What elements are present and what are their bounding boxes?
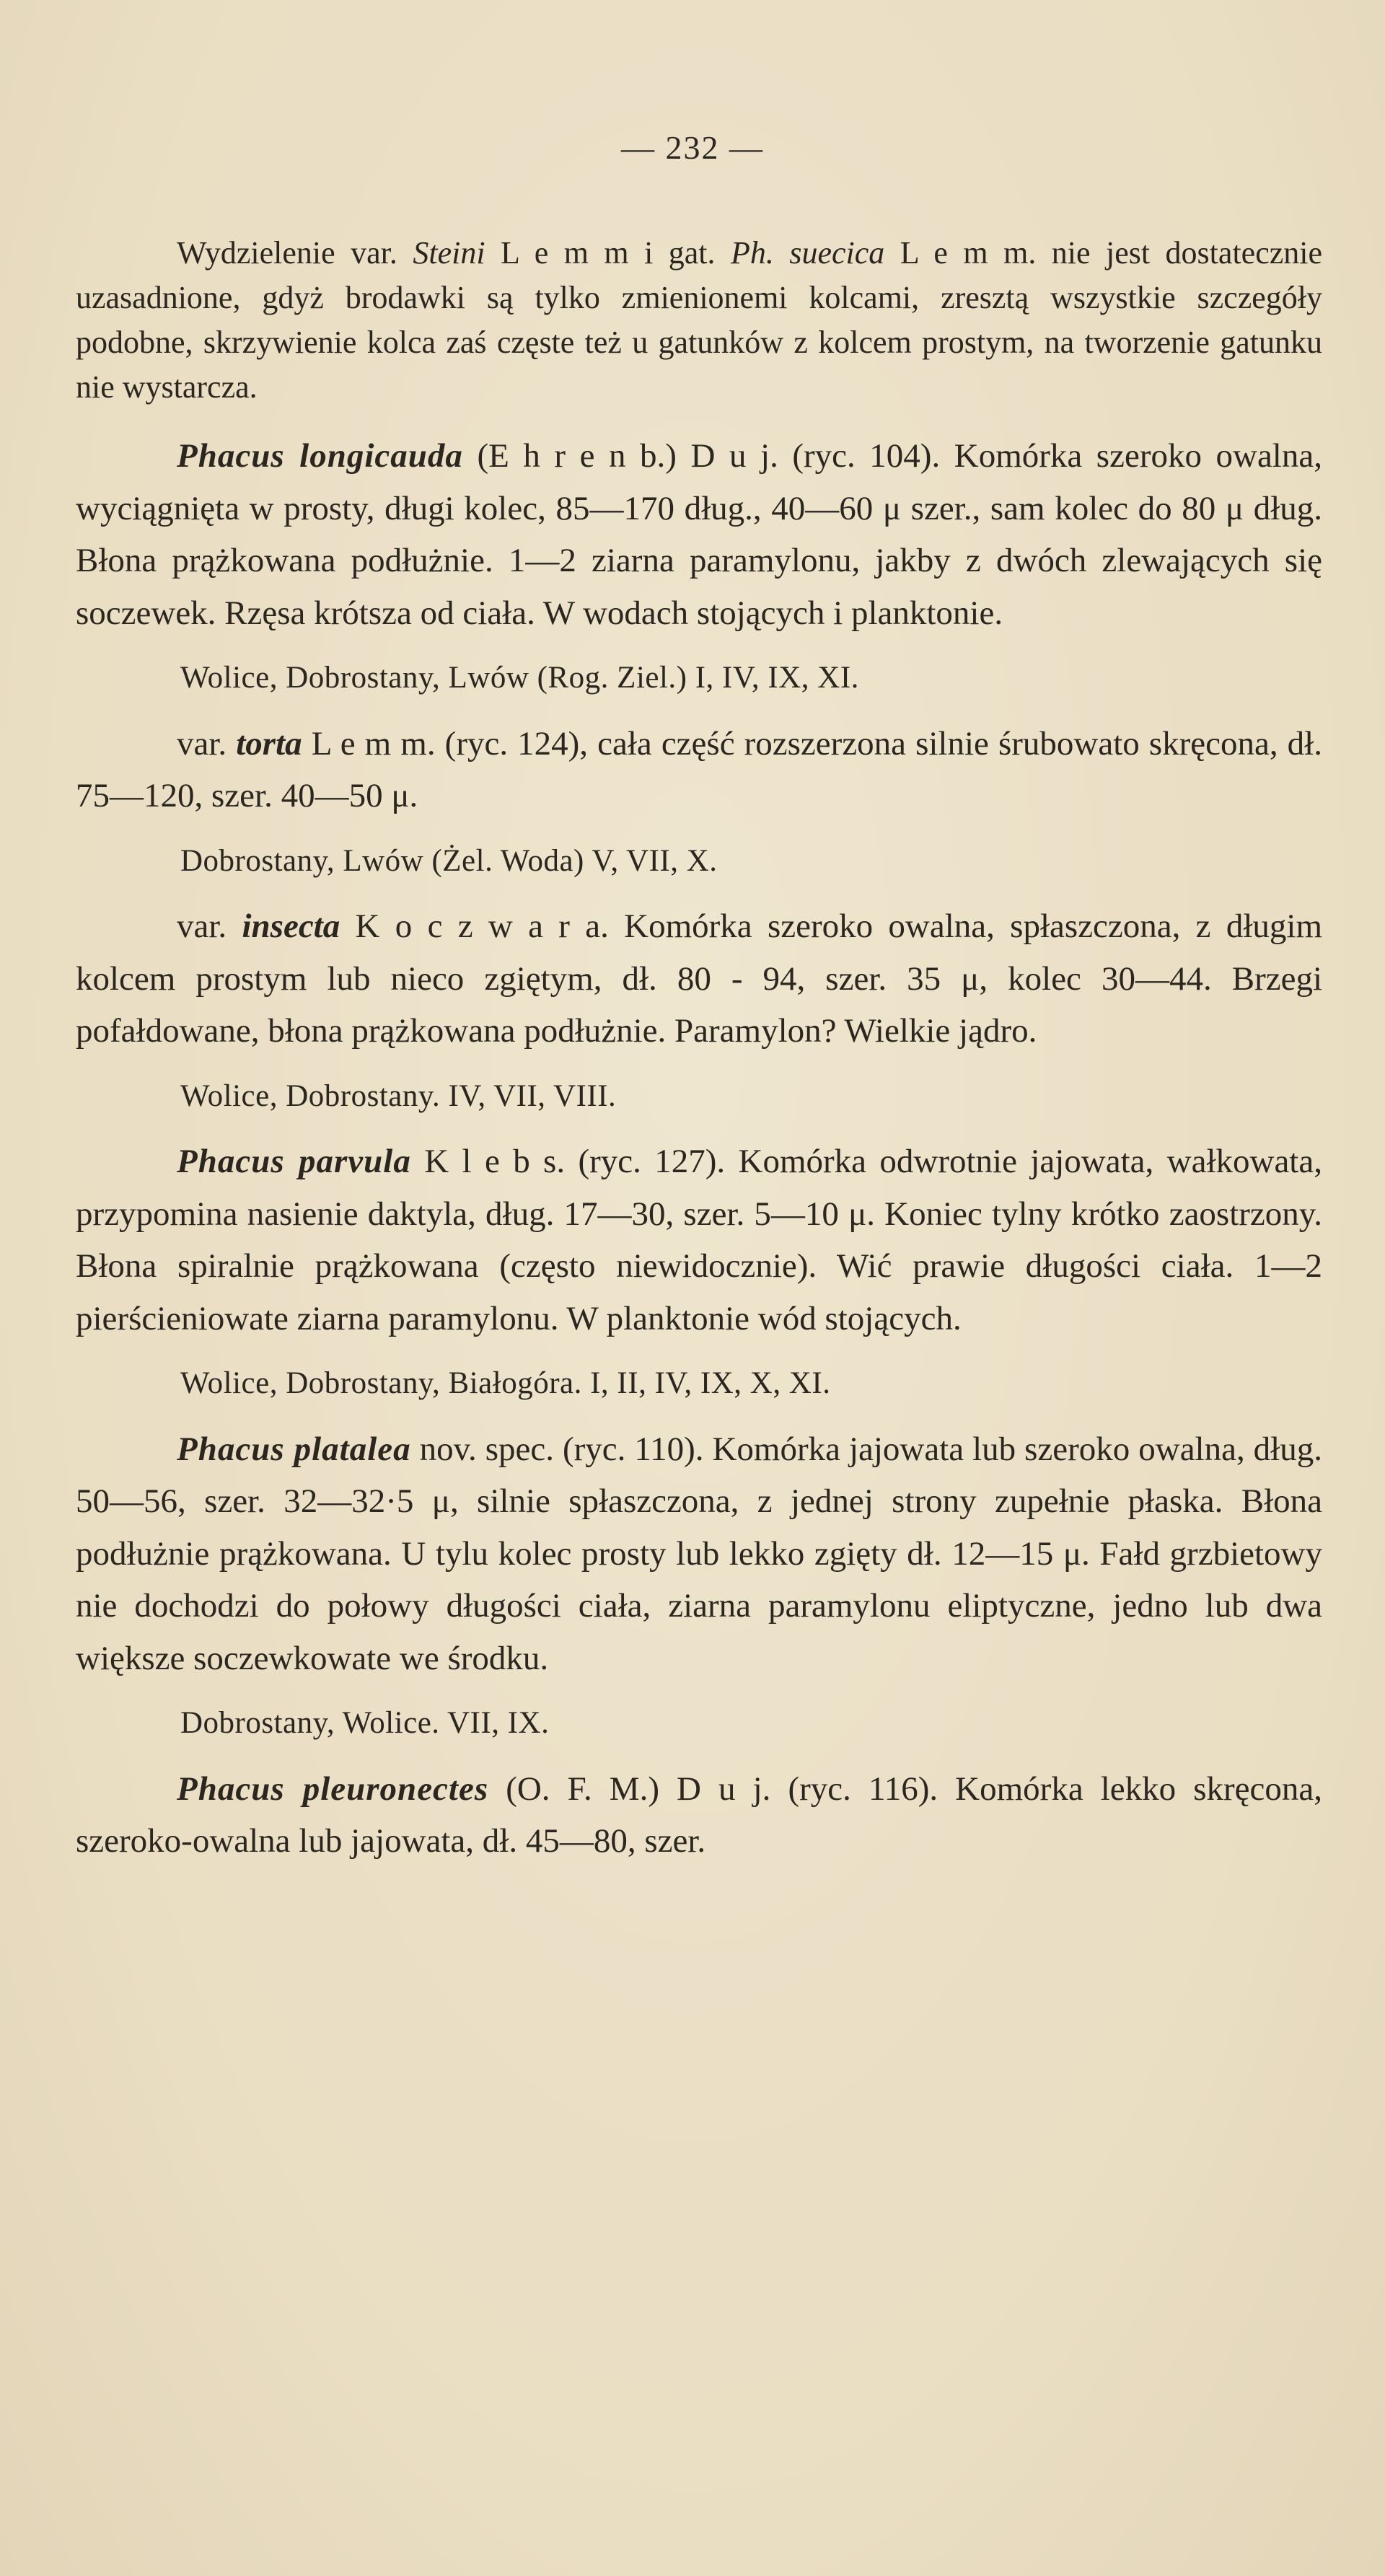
spacer [76,887,1322,900]
spacer [76,822,1322,835]
page-number: — 232 — [621,129,764,166]
parvula-description: K l e b s. (ryc. 127). Komórka odwrotnie jajowata, wałkowata, przypomina nasienie daktyla, dług. 17—30, szer. 5—10 μ. Koniec tylny krótko zaostrzony. Błona spiralnie prążkowana (często niewidocznie). Wić prawie długości ciała. 1—2 pierścieniowate ziarna paramylonu. W planktonie wód stojących. [76,1143,1322,1337]
spacer [76,1122,1322,1135]
spacer [76,410,1322,430]
paragraph-phacus-pleuronectes [76,1763,1322,1868]
platalea-description: nov. spec. (ryc. 110). Komórka jajowata lub szeroko owalna, dług. 50—56, szer. 32—32·5 μ, silnie spłaszczona, z jednej strony zupełnie płaska. Błona podłużnie prążkowana. U tylu kolec prosty lub lekko zgięty dł. 12—15 μ. Fałd grzbietowy nie dochodzi do połowy długości ciała, ziarna paramylonu eliptyczne, jedno lub dwa większe soczewkowate we środku. [76,1430,1322,1677]
paragraph-phacus-parvula [76,1135,1322,1345]
spacer [76,1684,1322,1697]
species-ph-suecica: Ph. suecica [730,235,885,271]
paragraph-phacus-longicauda [76,430,1322,639]
intro-text-c: L e m m i gat. [485,235,731,271]
spacer [76,639,1322,652]
locality-longicauda: Wolice, Dobrostany, Lwów (Rog. Ziel.) I, IV, IX, XI. [180,661,859,695]
document-body [76,231,1322,1868]
locality-parvula: Wolice, Dobrostany, Białogóra. I, II, IV, IX, X, XI. [180,1366,831,1400]
locality-platalea: Dobrostany, Wolice. VII, IX. [180,1706,550,1740]
torta-description: L e m m. (ryc. 124), cała część rozszerzona silnie śrubowato skręcona, dł. 75—120, szer. 40—50 μ. [76,724,1322,814]
paragraph-var-torta [76,718,1322,822]
paragraph-intro [76,231,1322,410]
spacer [76,1345,1322,1358]
species-name-platalea: Phacus platalea [177,1430,411,1468]
species-name-parvula: Phacus parvula [177,1143,411,1180]
variety-name-insecta: insecta [242,907,340,945]
spacer [76,1750,1322,1763]
species-name-longicauda: Phacus longicauda [177,437,463,475]
spacer [76,705,1322,718]
paragraph-phacus-platalea [76,1423,1322,1685]
spacer [76,1410,1322,1423]
intro-text-e: L e m m. nie jest dostatecznie uzasadnione, gdyż brodawki są tylko zmienionemi kolcami, zresztą wszystkie szczegóły podobne, skrzywienie kolca zaś częste też u gatunków z kolcem prostym, na tworzenie gatunku nie wystarcza. [76,235,1323,405]
pleuronectes-description: (O. F. M.) D u j. (ryc. 116). Komórka lekko skręcona, szeroko-owalna lub jajowata, dł. 45—80, szer. [76,1770,1322,1860]
variety-name-torta: torta [236,724,302,762]
paragraph-var-insecta [76,900,1322,1058]
locality-torta: Dobrostany, Lwów (Żel. Woda) V, VII, X. [180,843,718,878]
var-prefix: var. [177,907,242,945]
intro-text-a: Wydzielenie var. [177,235,413,271]
spacer [76,1058,1322,1071]
longicauda-description: (E h r e n b.) D u j. (ryc. 104). Komórka szeroko owalna, wyciągnięta w prosty, długi kolec, 85—170 dług., 40—60 μ szer., sam kolec do 80 μ dług. Błona prążkowana podłużnie. 1—2 ziarna paramylonu, jakby z dwóch zlewających się soczewek. Rzęsa krótsza od ciała. W wodach stojących i planktonie. [76,437,1322,632]
locality-insecta: Wolice, Dobrostany. IV, VII, VIII. [180,1078,617,1113]
insecta-description: K o c z w a r a. Komórka szeroko owalna, spłaszczona, z długim kolcem prostym lub nieco zgiętym, dł. 80 - 94, szer. 35 μ, kolec 30—44. Brzegi pofałdowane, błona prążkowana podłużnie. Paramylon? Wielkie jądro. [76,907,1322,1050]
species-name-pleuronectes: Phacus pleuronectes [177,1770,489,1808]
var-prefix: var. [177,724,237,762]
var-steini: Steini [413,235,485,271]
